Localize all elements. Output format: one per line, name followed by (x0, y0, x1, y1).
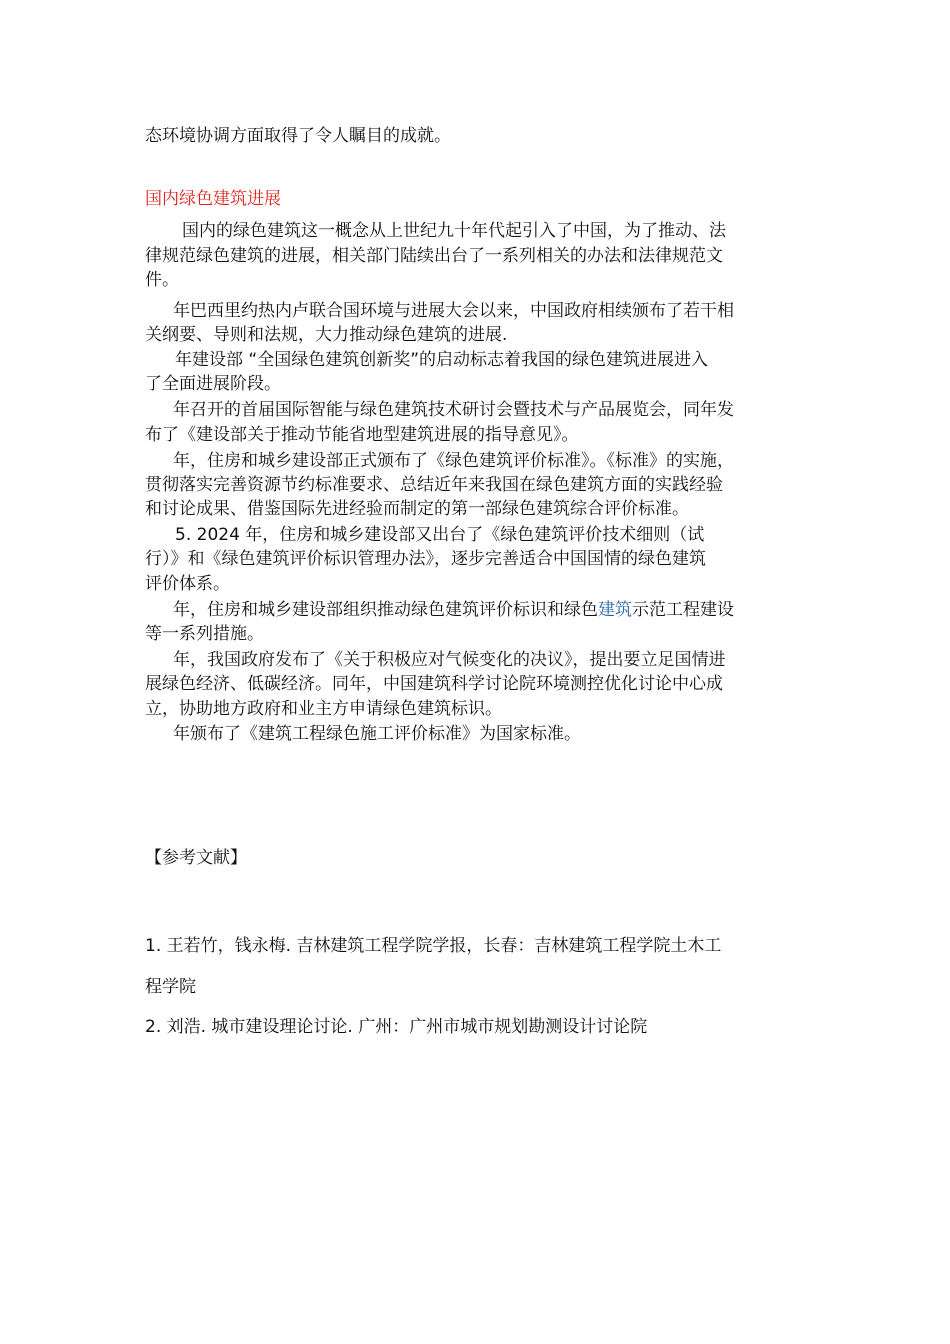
paragraph-line: 布了《建设部关于推动节能省地型建筑进展的指导意见》。 (145, 425, 579, 445)
paragraph-line (173, 598, 734, 622)
paragraph-line: 等一系列措施。 (145, 624, 264, 644)
building-link[interactable]: 建筑 (598, 600, 632, 620)
reference-item-continued: 程学院 (145, 977, 196, 997)
references-heading: 【参考文献】 (145, 848, 247, 868)
paragraph-line: 展绿色经济、低碳经济。同年，中国建筑科学讨论院环境测控优化讨论中心成 (145, 674, 723, 694)
paragraph-line: 关纲要、导则和法规，大力推动绿色建筑的进展. (145, 325, 508, 345)
paragraph-line: 年巴西里约热内卢联合国环境与进展大会以来，中国政府相续颁布了若干相 (173, 301, 734, 321)
paragraph-line: 年，住房和城乡建设部正式颁布了《绿色建筑评价标准》。《标准》的实施， (173, 451, 734, 471)
paragraph-line: 年颁布了《建筑工程绿色施工评价标准》为国家标准。 (173, 724, 581, 744)
paragraph-line: 立，协助地方政府和业主方申请绿色建筑标识。 (145, 699, 502, 719)
paragraph-line: 5. 2024 年，住房和城乡建设部又出台了《绿色建筑评价技术细则（试 (175, 525, 705, 545)
reference-item: 2. 刘浩. 城市建设理论讨论. 广州：广州市城市规划勘测设计讨论院 (145, 1017, 648, 1037)
section-heading: 国内绿色建筑进展 (145, 189, 281, 209)
reference-item: 1. 王若竹，钱永梅. 吉林建筑工程学院学报，长春：吉林建筑工程学院土木工 (145, 936, 722, 956)
paragraph-text: 年，住房和城乡建设部组织推动绿色建筑评价标识和绿色 (173, 600, 598, 620)
paragraph-line: 和讨论成果、借鉴国际先进经验而制定的第一部绿色建筑综合评价标准。 (145, 499, 689, 519)
paragraph-line: 贯彻落实完善资源节约标准要求、总结近年来我国在绿色建筑方面的实践经验 (145, 475, 723, 495)
intro-tail-text: 态环境协调方面取得了令人瞩目的成就。 (145, 126, 451, 146)
paragraph-text: 示范工程建设 (632, 600, 734, 620)
paragraph-line: 评价体系。 (145, 574, 230, 594)
paragraph-line: 年建设部 “全国绿色建筑创新奖”的启动标志着我国的绿色建筑进展进入 (175, 350, 709, 370)
paragraph-line: 年召开的首届国际智能与绿色建筑技术研讨会暨技术与产品展览会，同年发 (173, 400, 734, 420)
paragraph-line: 件。 (145, 270, 179, 290)
paragraph-line: 了全面进展阶段。 (145, 374, 281, 394)
paragraph-line: 律规范绿色建筑的进展，相关部门陆续出台了一系列相关的办法和法律规范文 (145, 246, 723, 266)
paragraph-line: 行）》和《绿色建筑评价标识管理办法》，逐步完善适合中国国情的绿色建筑 (145, 549, 706, 569)
paragraph-line: 国内的绿色建筑这一概念从上世纪九十年代起引入了中国，为了推动、法 (182, 221, 726, 241)
paragraph-line: 年，我国政府发布了《关于积极应对气候变化的决议》，提出要立足国情进 (173, 650, 726, 670)
